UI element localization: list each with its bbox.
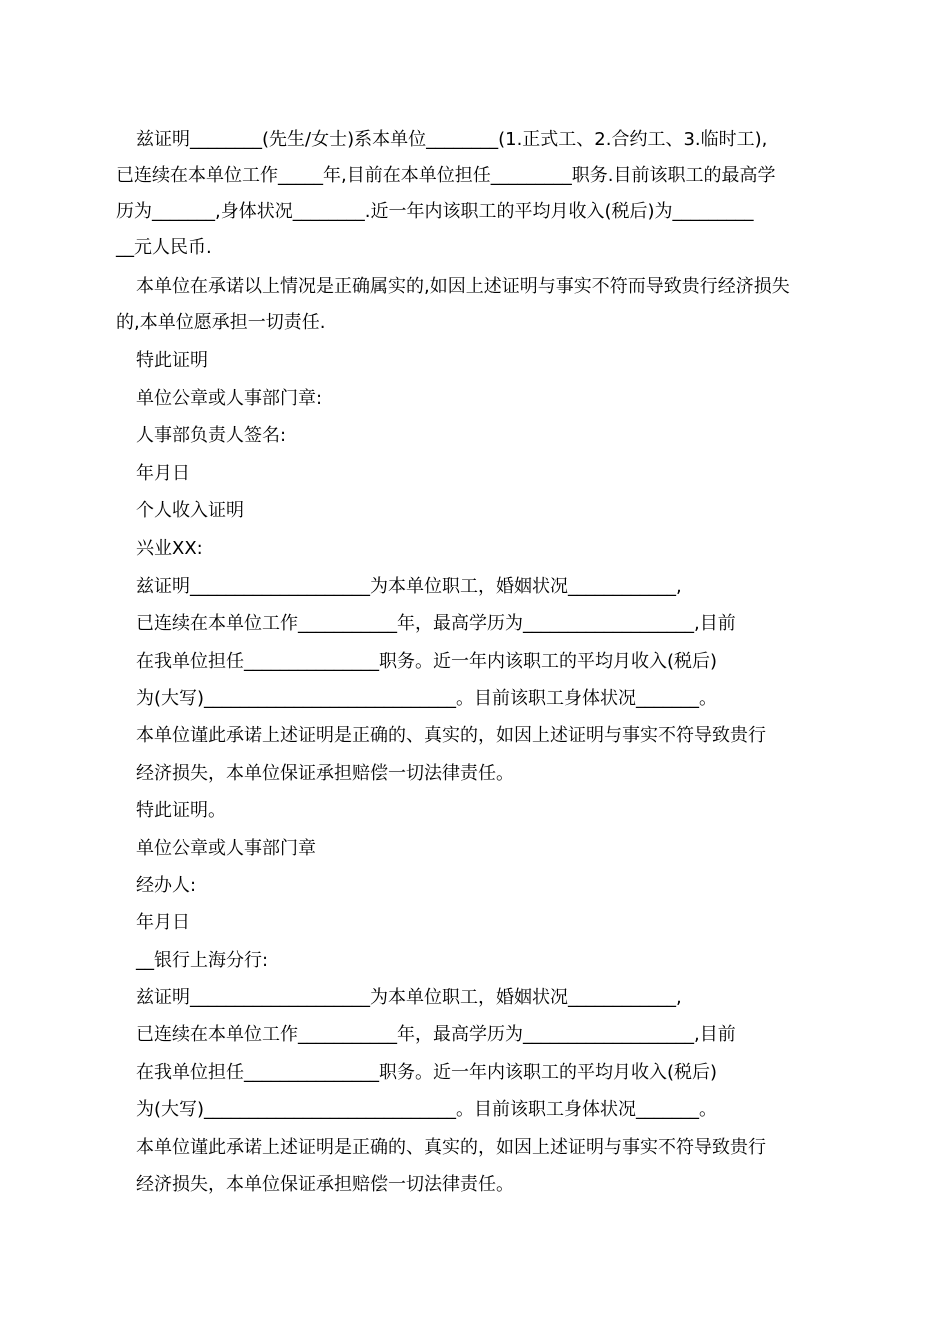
- text-line: 在我单位担任_______________职务。近一年内该职工的平均月收入(税后): [136, 1062, 718, 1083]
- text-line: 已连续在本单位工作___________年，最高学历为___________________,目前: [136, 1024, 736, 1045]
- text-line: 本单位在承诺以上情况是正确属实的,如因上述证明与事实不符而导致贵行经济损失: [136, 276, 790, 297]
- text-line: 单位公章或人事部门章:: [136, 388, 323, 409]
- text-line: 兹证明________(先生/女士)系本单位________(1.正式工、2.合约工、3.临时工),: [136, 129, 768, 150]
- text-line: 经办人:: [136, 875, 197, 896]
- text-line: 兹证明____________________为本单位职工，婚姻状况____________,: [136, 987, 682, 1008]
- text-line: 人事部负责人签名:: [136, 425, 287, 446]
- text-line: 特此证明。: [136, 800, 226, 821]
- text-line: 本单位谨此承诺上述证明是正确的、真实的，如因上述证明与事实不符导致贵行: [136, 1137, 766, 1158]
- text-line: 兹证明____________________为本单位职工，婚姻状况____________,: [136, 576, 682, 597]
- text-line: 兴业XX:: [136, 538, 203, 559]
- text-line: 在我单位担任_______________职务。近一年内该职工的平均月收入(税后): [136, 651, 718, 672]
- text-line: 个人收入证明: [136, 500, 244, 521]
- text-line: 经济损失，本单位保证承担赔偿一切法律责任。: [136, 1174, 514, 1195]
- text-line: 特此证明: [136, 350, 208, 371]
- text-line: 本单位谨此承诺上述证明是正确的、真实的，如因上述证明与事实不符导致贵行: [136, 725, 766, 746]
- text-line: 经济损失，本单位保证承担赔偿一切法律责任。: [136, 763, 514, 784]
- text-line: 为(大写)____________________________。目前该职工身体状况_______。: [136, 1099, 718, 1120]
- text-line: 年月日: [136, 912, 190, 933]
- text-line: 已连续在本单位工作_____年,目前在本单位担任_________职务.目前该职工的最高学: [116, 165, 776, 186]
- text-line: __元人民币.: [116, 237, 212, 258]
- text-line: __银行上海分行:: [136, 950, 269, 971]
- text-line: 已连续在本单位工作___________年，最高学历为___________________,目前: [136, 613, 736, 634]
- text-line: 历为_______,身体状况________.近一年内该职工的平均月收入(税后)为_________: [116, 201, 754, 222]
- text-line: 年月日: [136, 463, 190, 484]
- text-line: 为(大写)____________________________。目前该职工身体状况_______。: [136, 688, 718, 709]
- text-line: 单位公章或人事部门章: [136, 838, 316, 859]
- text-line: 的,本单位愿承担一切责任.: [116, 312, 326, 333]
